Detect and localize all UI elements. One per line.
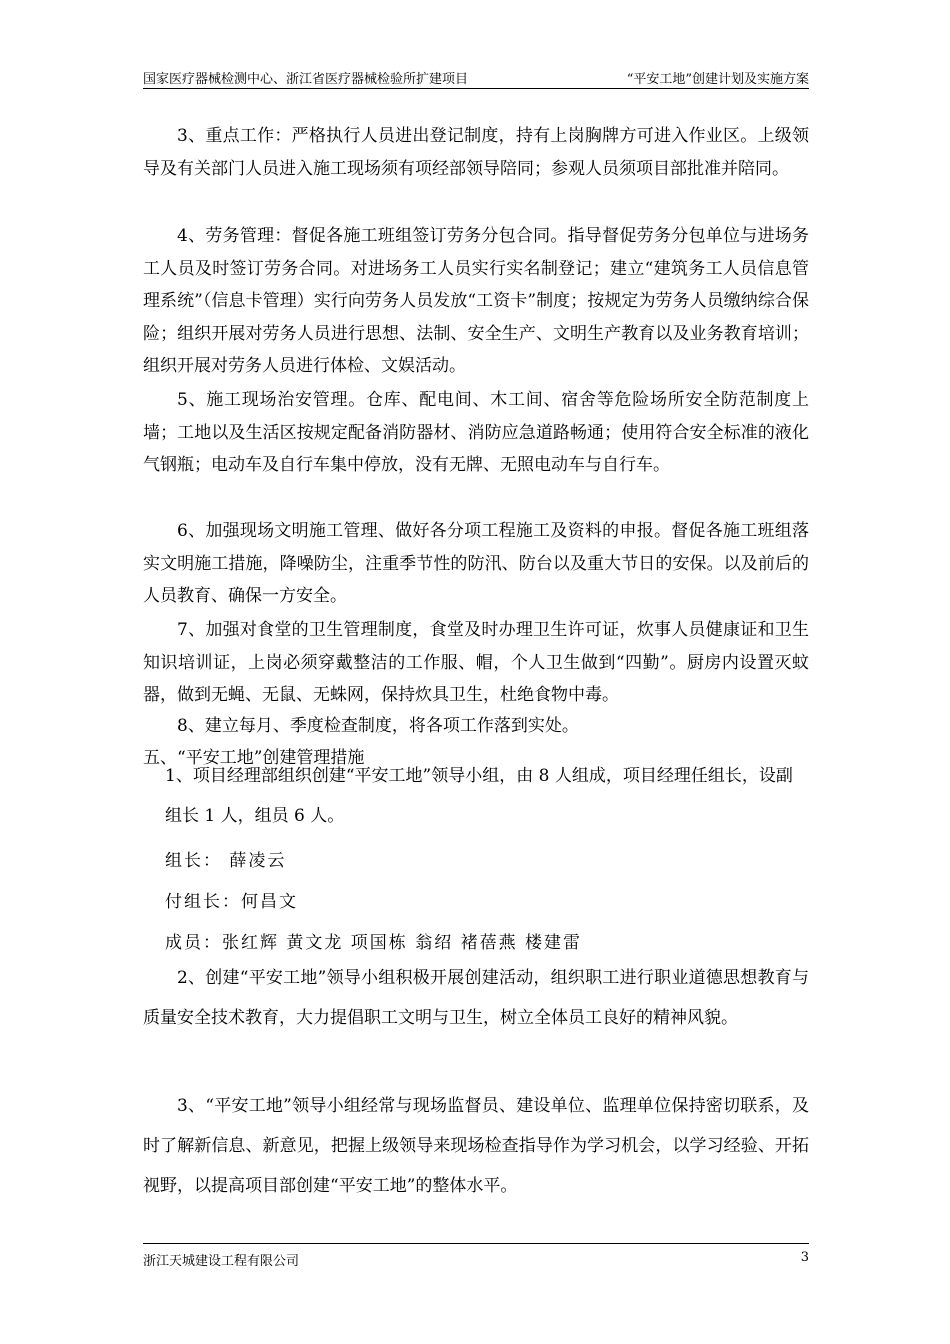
group-leader-line: 组长： 薛凌云 xyxy=(165,851,287,871)
page-footer xyxy=(143,1243,809,1268)
page-number: 3 xyxy=(800,1250,809,1265)
paragraph-key-work: 3、重点工作：严格执行人员进出登记制度，持有上岗胸牌方可进入作业区。上级领导及有关部门人员进入施工现场须有项经部领导陪同；参观人员须项目部批准并陪同。 xyxy=(143,126,809,179)
paragraph-labor-management: 4、劳务管理：督促各施工班组签订劳务分包合同。指导督促劳务分包单位与进场务工人员及时签订劳务合同。对进场务工人员实行实名制登记；建立“建筑务工人员信息管理系统”（信息卡管理）实行向劳务人员发放“工资卡”制度；按规定为劳务人员缴纳综合保险；组织开展对劳务人员进行思想、法制、安全生产、文明生产教育以及业务教育培训；组织开展对劳务人员进行体检、文娱活动。 xyxy=(143,226,809,377)
paragraph-security-management: 5、施工现场治安管理。仓库、配电间、木工间、宿舍等危险场所安全防范制度上墙；工地以及生活区按规定配备消防器材、消防应急道路畅通；使用符合安全标准的液化气钢瓶；电动车及自行车集中停放，没有无牌、无照电动车与自行车。 xyxy=(143,390,809,476)
paragraph-creation-activities: 2、创建“平安工地”领导小组积极开展创建活动，组织职工进行职业道德思想教育与质量安全技术教育，大力提倡职工文明与卫生，树立全体员工良好的精神风貌。 xyxy=(143,968,809,1028)
paragraph-canteen-hygiene: 7、加强对食堂的卫生管理制度，食堂及时办理卫生许可证，炊事人员健康证和卫生知识培训证，上岗必须穿戴整洁的工作服、帽，个人卫生做到“四勤”。厨房内设置灭蚊器，做到无蝇、无鼠、无蛛网，保持炊具卫生，杜绝食物中毒。 xyxy=(143,620,809,706)
paragraph-civilized-construction: 6、加强现场文明施工管理、做好各分项工程施工及资料的申报。督促各施工班组落实文明施工措施，降噪防尘，注重季节性的防汛、防台以及重大节日的安保。以及前后的人员教育、确保一方安全。 xyxy=(143,521,809,607)
paragraph-leading-group: 1、项目经理部组织创建“平安工地”领导小组，由 8 人组成，项目经理任组长，设副组长 1 人，组员 6 人。 xyxy=(165,766,793,826)
section-heading-5: 五、“平安工地”创建管理措施 xyxy=(143,748,365,768)
paragraph-liaison: 3、“平安工地”领导小组经常与现场监督员、建设单位、监理单位保持密切联系，及时了解新信息、新意见，把握上级领导来现场检查指导作为学习机会，以学习经验、开拓视野，以提高项目部创建“平安工地”的整体水平。 xyxy=(143,1096,809,1196)
members-line: 成员：张红辉 黄文龙 项国栋 翁绍 褚蓓燕 楼建雷 xyxy=(165,933,583,953)
deputy-leader-line: 付组长：何昌文 xyxy=(165,892,298,912)
header-project-title: 国家医疗器械检测中心、浙江省医疗器械检验所扩建项目 xyxy=(143,72,469,87)
page-header xyxy=(143,64,809,89)
footer-company: 浙江天城建设工程有限公司 xyxy=(143,1254,300,1269)
header-document-title: “平安工地”创建计划及实施方案 xyxy=(626,72,809,87)
paragraph-inspection-system: 8、建立每月、季度检查制度，将各项工作落到实处。 xyxy=(177,716,579,736)
